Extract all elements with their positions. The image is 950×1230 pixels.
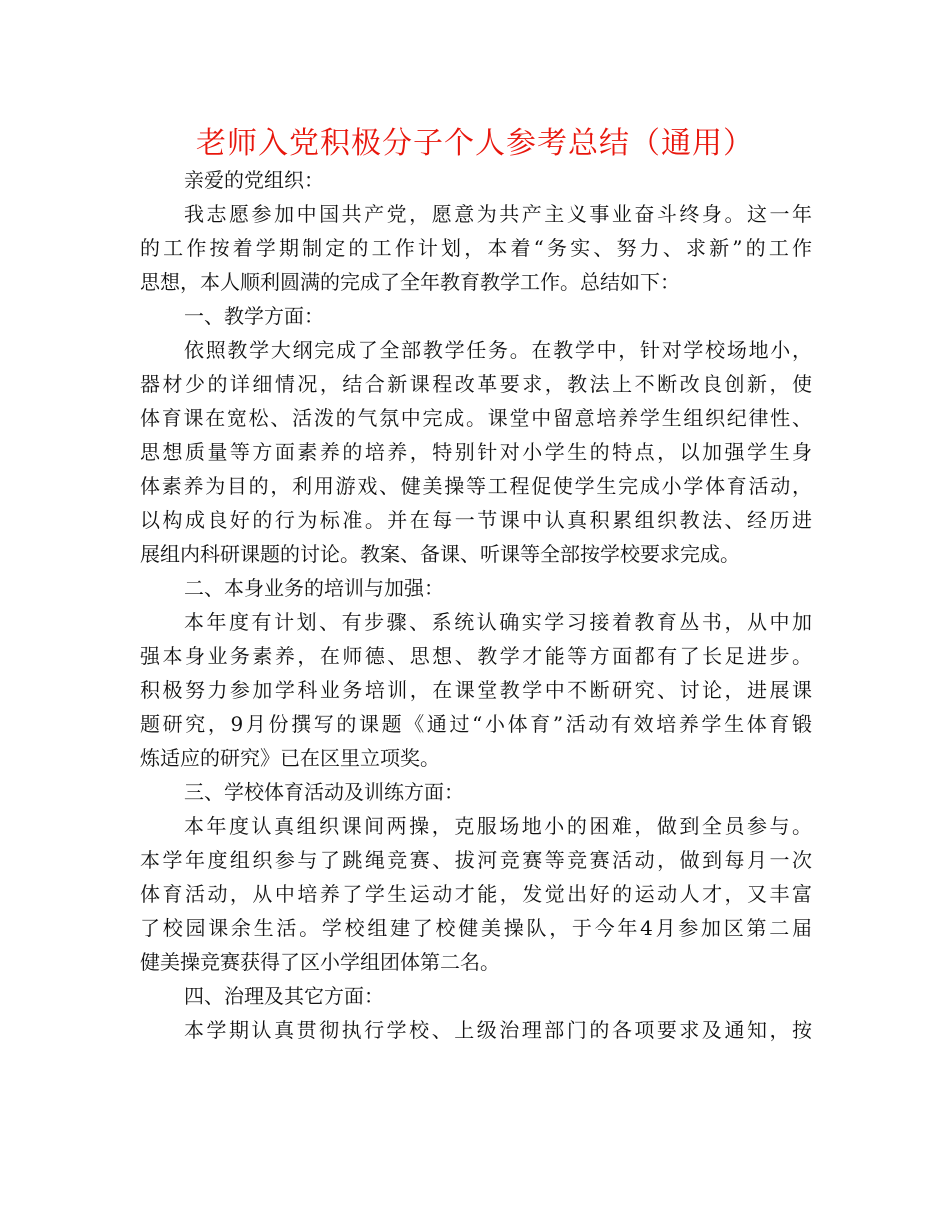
- document-line: 本学年度组织参与了跳绳竞赛、拔河竞赛等竞赛活动，做到每月一次: [140, 848, 812, 872]
- document-line: 题研究，9月份撰写的课题《通过“小体育”活动有效培养学生体育锻: [140, 712, 812, 736]
- document-line: 健美操竞赛获得了区小学组团体第二名。: [140, 950, 500, 974]
- document-line: 了校园课余生活。学校组建了校健美操队，于今年4月参加区第二届: [140, 916, 812, 940]
- document-line: 我志愿参加中国共产党，愿意为共产主义事业奋斗终身。这一年: [184, 202, 812, 226]
- document-line: 一、教学方面：: [184, 304, 324, 328]
- document-title: 老师入党积极分子个人参考总结（通用）: [196, 126, 754, 161]
- document-line: 器材少的详细情况，结合新课程改革要求，教法上不断改良创新，使: [140, 372, 812, 396]
- document-line: 四、治理及其它方面：: [184, 984, 384, 1008]
- document-line: 以构成良好的行为标准。并在每一节课中认真积累组织教法、经历进: [140, 508, 812, 532]
- document-line: 亲爱的党组织：: [184, 168, 324, 192]
- document-line: 体育课在宽松、活泼的气氛中完成。课堂中留意培养学生组织纪律性、: [140, 406, 812, 430]
- document-line: 思想，本人顺利圆满的完成了全年教育教学工作。总结如下：: [140, 270, 680, 294]
- document-line: 积极努力参加学科业务培训，在课堂教学中不断研究、讨论，进展课: [140, 678, 812, 702]
- document-line: 二、本身业务的培训与加强：: [184, 576, 444, 600]
- document-line: 展组内科研课题的讨论。教案、备课、听课等全部按学校要求完成。: [140, 542, 740, 566]
- document-line: 本年度有计划、有步骤、系统认确实学习接着教育丛书，从中加: [184, 610, 812, 634]
- document-line: 体育活动，从中培养了学生运动才能，发觉出好的运动人才，又丰富: [140, 882, 812, 906]
- document-line: 强本身业务素养，在师德、思想、教学才能等方面都有了长足进步。: [140, 644, 812, 668]
- document-line: 炼适应的研究》已在区里立项奖。: [140, 746, 440, 770]
- document-line: 依照教学大纲完成了全部教学任务。在教学中，针对学校场地小，: [184, 338, 812, 362]
- document-line: 本年度认真组织课间两操，克服场地小的困难，做到全员参与。: [184, 814, 812, 838]
- document-line: 的工作按着学期制定的工作计划，本着“务实、努力、求新”的工作: [140, 236, 812, 260]
- document-line: 思想质量等方面素养的培养，特别针对小学生的特点，以加强学生身: [140, 440, 812, 464]
- document-line: 三、学校体育活动及训练方面：: [184, 780, 464, 804]
- document-line: 体素养为目的，利用游戏、健美操等工程促使学生完成小学体育活动，: [140, 474, 812, 498]
- document-body: [140, 163, 812, 1047]
- document-line: 本学期认真贯彻执行学校、上级治理部门的各项要求及通知，按: [184, 1018, 812, 1042]
